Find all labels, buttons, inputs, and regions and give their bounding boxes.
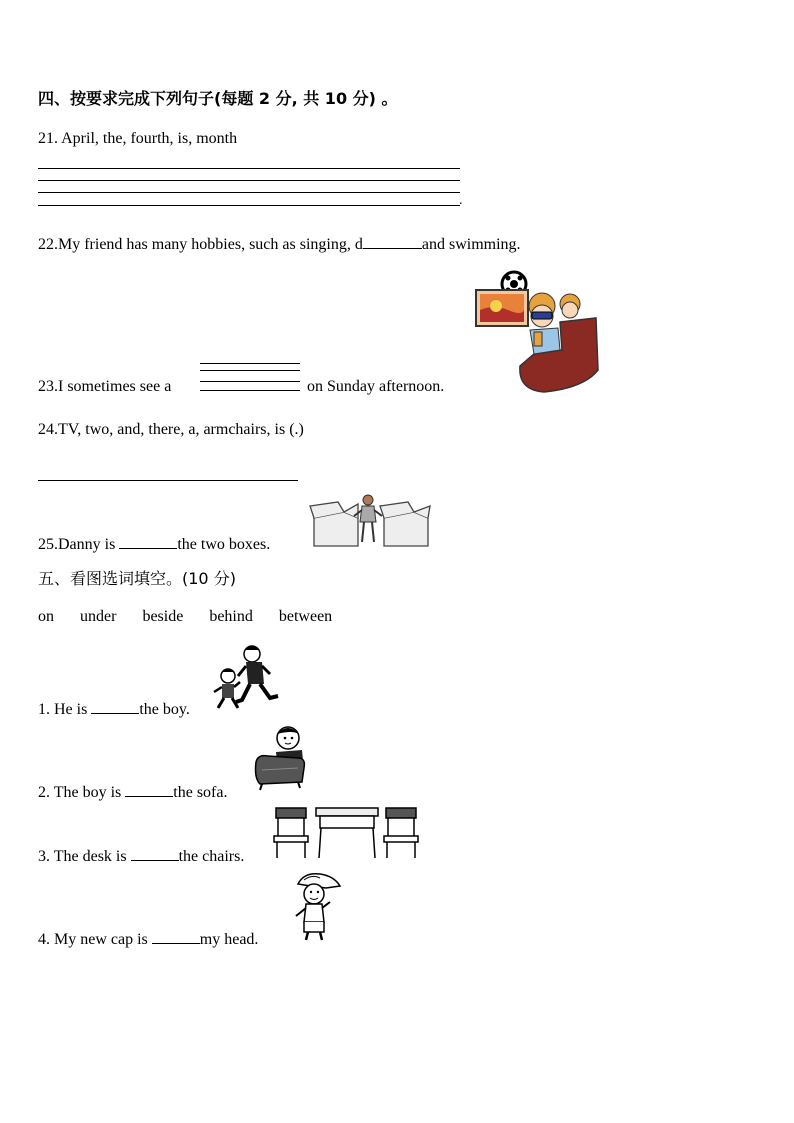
running-boys-illustration: [212, 642, 282, 712]
fill-question-2-after: the sofa.: [173, 784, 228, 801]
question-25-before: 25.Danny is: [38, 536, 116, 553]
answer-line-23b[interactable]: [200, 370, 300, 371]
answer-line-23a[interactable]: [200, 363, 300, 364]
desk-chairs-illustration: [274, 806, 420, 860]
question-21: 21. April, the, fourth, is, month: [38, 130, 238, 147]
fill-question-3-after: the chairs.: [178, 848, 245, 865]
question-21-end-mark: .: [459, 193, 463, 208]
blank-3[interactable]: [131, 846, 179, 861]
question-23-before: 23.I sometimes see a: [38, 378, 172, 395]
question-23: [38, 378, 171, 396]
question-22: [38, 234, 521, 254]
boy-sofa-illustration: [252, 722, 308, 794]
question-25-after: the two boxes.: [177, 536, 271, 553]
blank-1[interactable]: [91, 699, 139, 714]
fill-question-4-before: 4. My new cap is: [38, 931, 148, 948]
fill-question-2: [38, 782, 227, 802]
word-under: under: [80, 608, 117, 625]
boy-cap-illustration: [290, 870, 344, 942]
fill-question-1-after: the boy.: [139, 701, 190, 718]
answer-line-24[interactable]: [38, 480, 298, 481]
question-23-after: on Sunday afternoon.: [307, 378, 445, 395]
question-24: 24.TV, two, and, there, a, armchairs, is (.): [38, 421, 304, 438]
blank-22[interactable]: [363, 234, 422, 249]
answer-line-21b[interactable]: [38, 180, 460, 181]
word-between: between: [278, 608, 333, 625]
blank-25[interactable]: [119, 534, 177, 549]
fill-question-1-before: 1. He is: [38, 701, 88, 718]
word-beside: beside: [142, 608, 184, 625]
fill-question-1: [38, 699, 190, 719]
fill-question-3: [38, 846, 244, 866]
fill-question-2-before: 2. The boy is: [38, 784, 122, 801]
cinema-illustration: [474, 270, 600, 394]
answer-line-21d[interactable]: [38, 205, 460, 206]
answer-line-21a[interactable]: [38, 168, 460, 169]
danny-boxes-illustration: [310, 492, 432, 550]
fill-question-3-before: 3. The desk is: [38, 848, 127, 865]
question-22-after: and swimming.: [421, 236, 521, 253]
section-5-heading: 五、看图选词填空。(10 分): [38, 569, 236, 588]
blank-4[interactable]: [152, 929, 200, 944]
word-bank: [38, 608, 358, 626]
answer-line-23c[interactable]: [200, 381, 300, 382]
blank-2[interactable]: [125, 782, 173, 797]
word-behind: behind: [209, 608, 253, 625]
fill-question-4: [38, 929, 258, 949]
word-on: on: [38, 608, 54, 625]
section-4-heading: 四、按要求完成下列句子(每题 2 分, 共 10 分) 。: [38, 89, 398, 108]
question-22-before: 22.My friend has many hobbies, such as singing, d: [38, 236, 363, 253]
question-25: [38, 534, 270, 554]
answer-line-21c[interactable]: [38, 192, 460, 193]
fill-question-4-after: my head.: [199, 931, 259, 948]
answer-line-23d[interactable]: [200, 390, 300, 391]
